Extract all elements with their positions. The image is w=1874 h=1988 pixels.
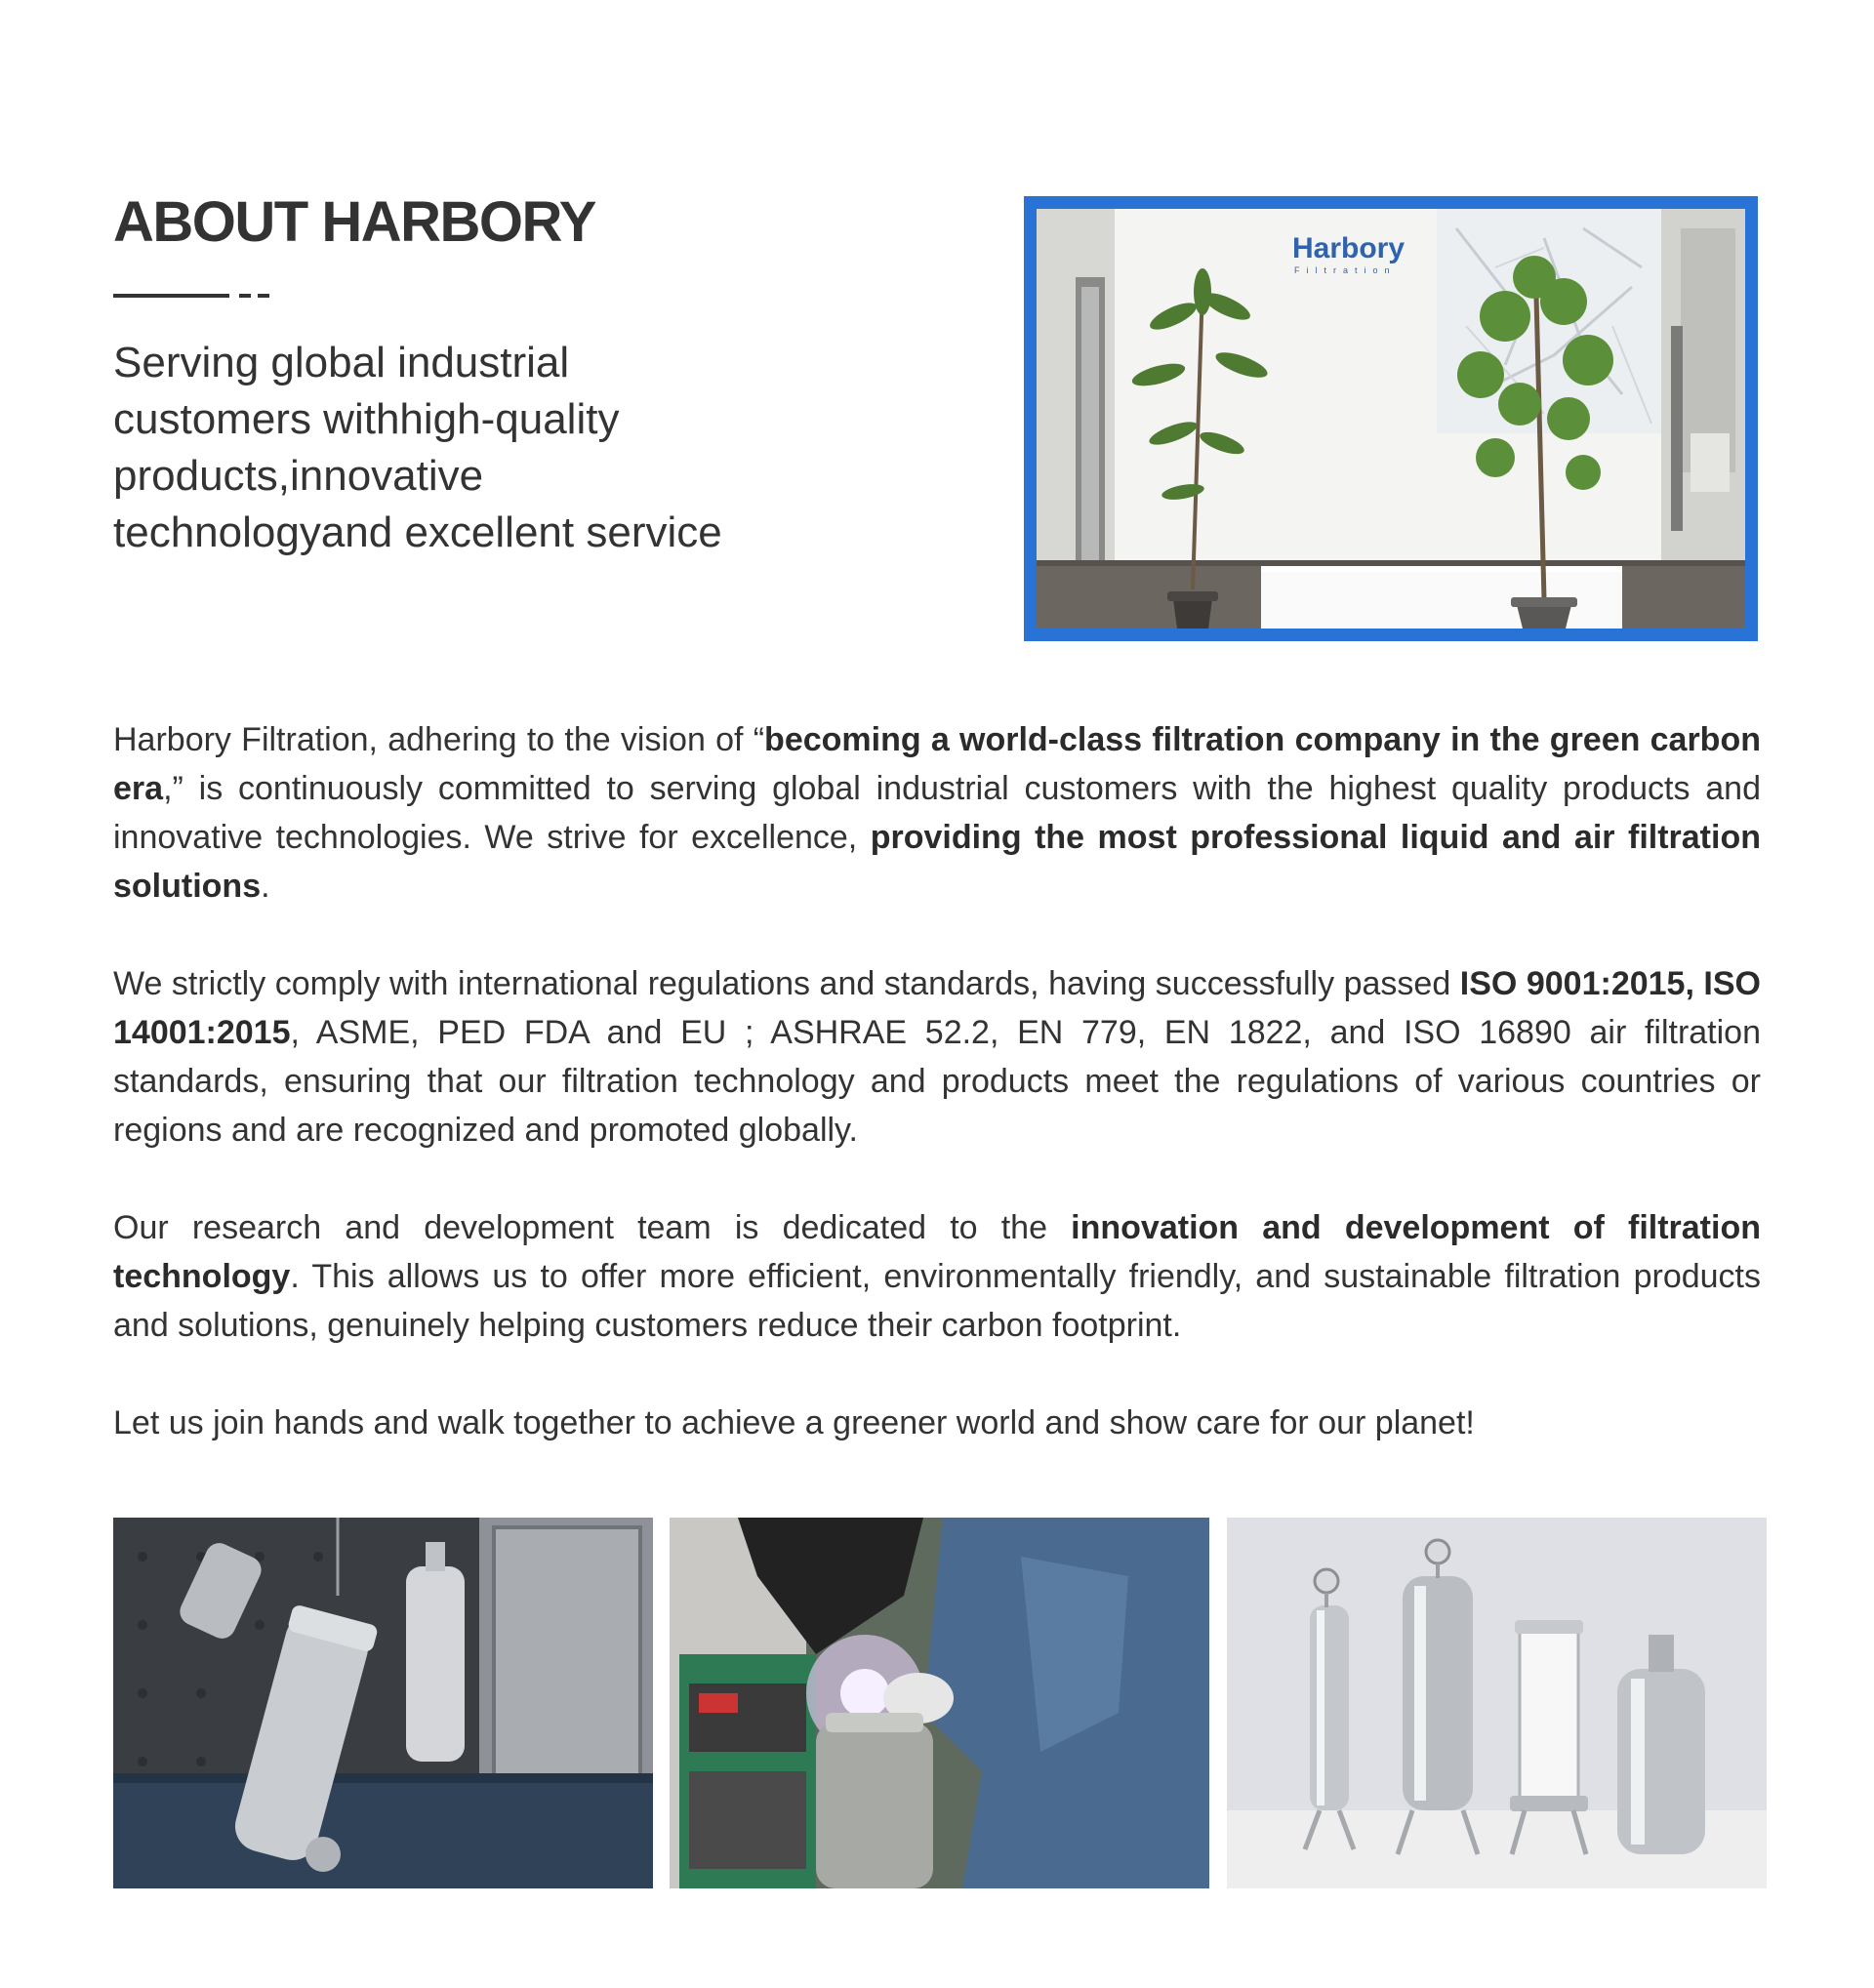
paragraph-closing — [113, 1399, 1761, 1447]
underline-long-segment — [113, 294, 229, 298]
text-run: . This allows us to offer more efficient, environmentally friendly, and sustainable filtration products and solutions, genuinely helping customers reduce their carbon footprint. — [113, 1258, 1761, 1344]
stainless-filter-housings-photo — [1227, 1518, 1767, 1888]
paragraph-standards — [113, 959, 1761, 1155]
text-run: , ASME, PED FDA and EU ; ASHRAE 52.2, EN 779, EN 1822, and ISO 16890 air filtration standards, ensuring that our filtration technology and products meet the regulations of various countries or regions and are recognized and promoted globally. — [113, 1014, 1761, 1149]
office-photo-frame — [1024, 196, 1758, 641]
bold-run: ISO 9001:2015, ISO 14001:2015 — [113, 965, 1761, 1051]
about-body-text — [113, 715, 1761, 1496]
subtitle-line: customers withhigh-quality — [113, 395, 620, 443]
text-run: ,” is continuously committed to serving global industrial customers with the highest quality products and innovative technologies. We strive for excellence, — [113, 770, 1761, 856]
underline-dash-segment — [239, 294, 251, 298]
bold-run: becoming a world-class filtration company in the green carbon era — [113, 721, 1761, 807]
text-run: Let us join hands and walk together to achieve a greener world and show care for our planet! — [113, 1404, 1475, 1441]
harbory-logo-text: Harbory — [1292, 232, 1406, 264]
welding-worker-photo — [670, 1518, 1209, 1888]
filter-housings-workshop-photo — [113, 1518, 653, 1888]
page-title: ABOUT HARBORY — [113, 190, 595, 254]
subtitle-line: Serving global industrial — [113, 339, 570, 386]
paragraph-research — [113, 1203, 1761, 1350]
office-reception-illustration — [1037, 209, 1745, 629]
subtitle — [113, 335, 816, 561]
paragraph-vision — [113, 715, 1761, 911]
bold-run: innovation and development of filtration technology — [113, 1209, 1761, 1295]
housings-illustration — [1227, 1518, 1767, 1888]
text-run: Our research and development team is dedicated to the — [113, 1209, 1072, 1246]
harbory-logo-subtext: Filtration — [1294, 265, 1397, 275]
welding-illustration — [670, 1518, 1209, 1888]
workshop-illustration — [113, 1518, 653, 1888]
office-reception-photo — [1037, 209, 1745, 629]
underline-dash-segment — [258, 294, 269, 298]
bold-run: providing the most professional liquid and air filtration solutions — [113, 819, 1761, 905]
subtitle-line: products,innovative — [113, 452, 484, 500]
text-run: . — [261, 868, 270, 905]
subtitle-line: technologyand excellent service — [113, 508, 722, 556]
text-run: We strictly comply with international regulations and standards, having successfully passed — [113, 965, 1460, 1002]
text-run: Harbory Filtration, adhering to the vision of “ — [113, 721, 765, 758]
